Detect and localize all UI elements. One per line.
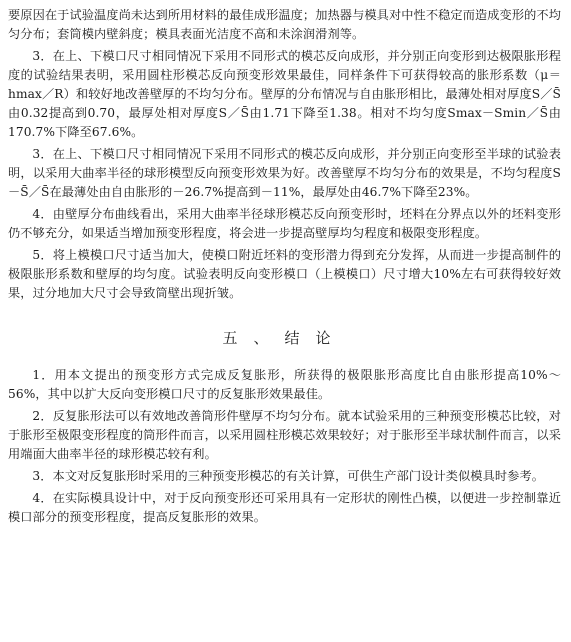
conclusion-item-2: 2．反复胀形法可以有效地改善筒形件壁厚不均匀分布。就本试验采用的三种预变形模芯比较，对于胀形至极限变形程度的筒形件而言，以采用圆柱形模芯效果较好；对于胀形至半球状制件而言，以采用端面大曲率半径的球形模芯较有利。 — [8, 409, 561, 461]
paragraph-item-4: 4．由壁厚分布曲线看出，采用大曲率半径球形模芯反向预变形时，坯料在分界点以外的坯料变形仍不够充分，如果适当增加预变形程度，将会进一步提高壁厚均匀程度和极限变形程度。 — [8, 207, 561, 240]
paragraph-item-3b: 3．在上、下模口尺寸相同情况下采用不同形式的模芯反向成形，并分别正向变形至半球的试验表明，以采用大曲率半径的球形模型反向预变形效果为好。改善壁厚不均匀分布的效果是，不均匀程度S－S̄／S̄在最薄处由自由胀形的－26.7%提高到－11%，最厚处由46.7%下降至23%。 — [8, 147, 561, 199]
conclusion-item-1: 1．用本文提出的预变形方式完成反复胀形，所获得的极限胀形高度比自由胀形提高10%～56%，其中以扩大反向变形模口尺寸的反复胀形效果最佳。 — [8, 368, 561, 401]
section-heading-conclusions: 五、结论 — [222, 329, 347, 347]
paragraph-item-3: 3．在上、下模口尺寸相同情况下采用不同形式的模芯反向成形，并分别正向变形到达极限胀形程度的试验结果表明，采用圆柱形模芯反向预变形效果最佳，同样条件下可获得较高的胀形系数（μ＝hmax／R）和较好地改善壁厚的不均匀分布。壁厚的分布情况与自由胀形相比，最薄处相对厚度S／S̄由0.32提高到0.70，最厚处相对厚度S／S̄由1.71下降至1.38。相对不均匀度Smax－Smin／S̄由170.7%下降至67.6%。 — [8, 49, 561, 139]
conclusion-item-4: 4．在实际模具设计中，对于反向预变形还可采用具有一定形状的刚性凸模，以便进一步控制靠近模口部分的预变形程度，提高反复胀形的效果。 — [8, 491, 561, 524]
conclusion-item-3: 3．本文对反复胀形时采用的三种预变形模芯的有关计算，可供生产部门设计类似模具时参考。 — [32, 469, 545, 483]
results-section — [8, 6, 561, 303]
paragraph-item-5: 5．将上模模口尺寸适当加大，使模口附近坯料的变形潜力得到充分发挥，从而进一步提高制件的极限胀形系数和壁厚的均匀度。试验表明反向变形模口（上模模口）尺寸增大10%左右可获得较好效果，过分地加大尺寸会导致筒壁出现折皱。 — [8, 248, 561, 300]
paragraph-continuation: 要原因在于试验温度尚未达到所用材料的最佳成形温度；加热器与模具对中性不稳定而造成变形的不均匀分布；套筒模内壁斜度；模具表面光洁度不高和未涂润滑剂等。 — [8, 8, 561, 41]
conclusions-section — [8, 366, 561, 527]
